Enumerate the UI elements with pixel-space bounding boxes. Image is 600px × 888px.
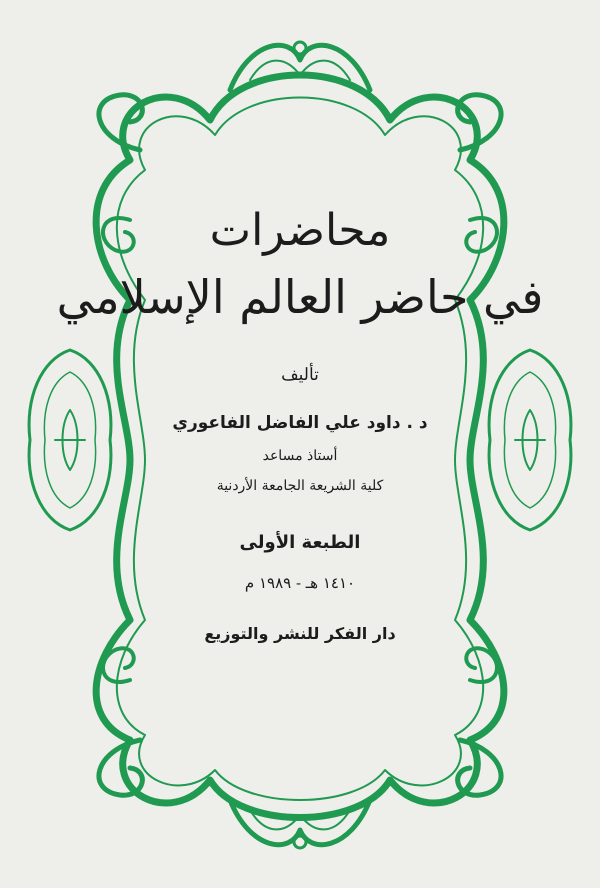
publication-date: ١٤١٠ هـ - ١٩٨٩ م [244, 574, 356, 592]
author-affiliation: كلية الشريعة الجامعة الأردنية [216, 478, 384, 494]
edition-label: الطبعة الأولى [239, 532, 361, 553]
title-line-2: في حاضر العالم الإسلامي [56, 270, 544, 324]
top-scroll-dot [294, 42, 306, 54]
publisher-name: دار الفكر للنشر والتوزيع [204, 624, 396, 643]
outer-frame-line [96, 75, 504, 818]
corner-curl-top-right [458, 95, 501, 150]
bottom-scroll-dot [294, 836, 306, 848]
author-position: أستاذ مساعد [262, 448, 338, 464]
author-name: د . داود علي الفاضل الفاعوري [172, 413, 428, 433]
title-line-1: محاضرات [209, 205, 391, 256]
authored-by-label: تأليف [281, 365, 319, 385]
corner-curl-top-left [99, 95, 142, 150]
